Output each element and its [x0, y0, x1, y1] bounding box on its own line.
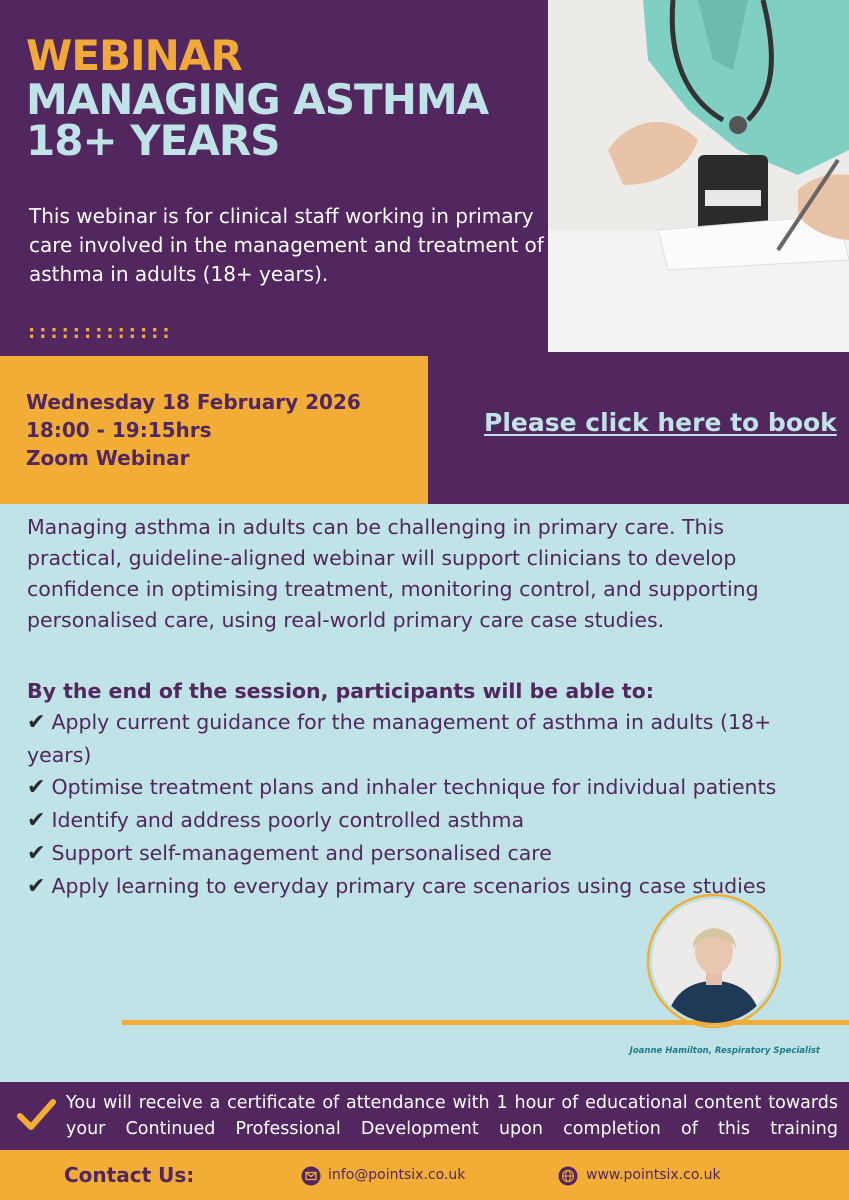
certificate-text: You will receive a certificate of attendance with 1 hour of educational content towards your Continued Professional Development upon completion of this training [66, 1093, 838, 1139]
list-item [27, 706, 827, 771]
website-link[interactable]: www.pointsix.co.uk [586, 1167, 721, 1183]
event-details-box [0, 356, 428, 504]
certificate-banner [0, 1082, 849, 1150]
checkmark-icon: ✔ [27, 775, 46, 800]
objective-text: Optimise treatment plans and inhaler technique for individual patients [51, 775, 777, 799]
list-item [27, 804, 827, 837]
checkmark-icon [16, 1094, 56, 1138]
speaker-caption: Joanne Hamilton, Respiratory Specialist [629, 1046, 820, 1056]
checkmark-icon: ✔ [27, 874, 46, 899]
checkmark-icon: ✔ [27, 710, 46, 735]
email-link[interactable]: info@pointsix.co.uk [328, 1167, 466, 1183]
checkmark-icon: ✔ [27, 808, 46, 833]
event-date: Wednesday 18 February 2026 [26, 390, 361, 414]
page-title [26, 75, 586, 165]
list-item [27, 837, 827, 870]
title-line-2: 18+ YEARS [26, 116, 280, 165]
globe-icon [558, 1166, 578, 1190]
objective-text: Apply learning to everyday primary care scenarios using case studies [51, 874, 767, 898]
list-item [27, 771, 827, 804]
objectives-list [27, 706, 827, 903]
checkmark-icon: ✔ [27, 841, 46, 866]
contact-label: Contact Us: [64, 1163, 195, 1187]
objectives-heading: By the end of the session, participants will be able to: [27, 679, 654, 703]
objective-text: Apply current guidance for the management of asthma in adults (18+ years) [27, 710, 772, 767]
speaker-avatar [646, 893, 782, 1029]
decorative-dots: ::::::::::::: [28, 322, 174, 343]
webinar-label: WEBINAR [26, 31, 242, 80]
intro-text: This webinar is for clinical staff working in primary care involved in the management and treatment of asthma in adults (18+ years). [29, 204, 544, 286]
contact-bar [0, 1150, 849, 1200]
clinician-photo [548, 0, 849, 352]
envelope-icon [301, 1166, 321, 1190]
event-location: Zoom Webinar [26, 446, 190, 470]
objective-text: Identify and address poorly controlled asthma [51, 808, 525, 832]
description-text: Managing asthma in adults can be challenging in primary care. This practical, guideline-aligned webinar will support clinicians to develop confidence in optimising treatment, monitoring control, and supporting personalised care, using real-world primary care case studies. [27, 515, 759, 632]
title-line-1: MANAGING ASTHMA [26, 75, 489, 124]
book-link[interactable]: Please click here to book [484, 408, 837, 437]
event-time: 18:00 - 19:15hrs [26, 418, 212, 442]
objective-text: Support self-management and personalised care [51, 841, 552, 865]
